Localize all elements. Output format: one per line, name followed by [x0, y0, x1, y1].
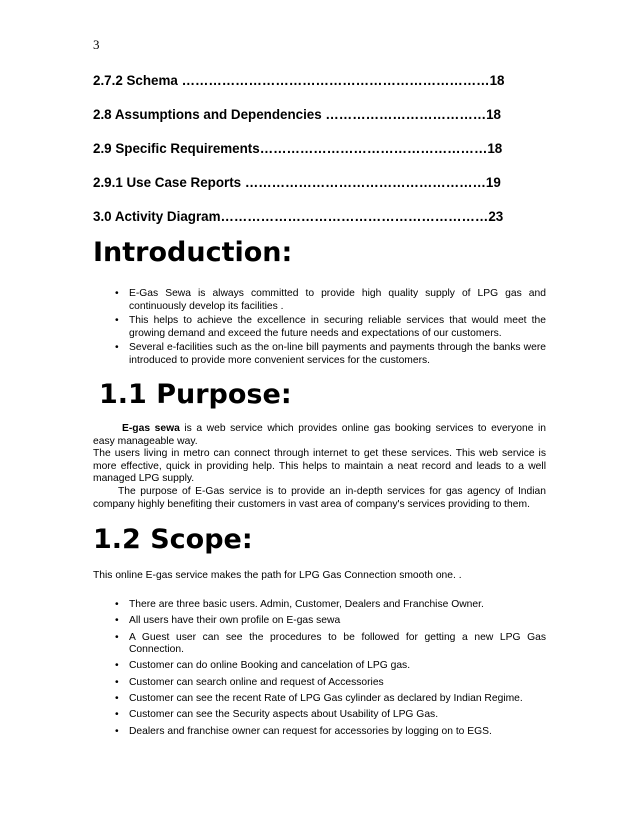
- bullet-icon: •: [115, 676, 119, 688]
- bullet-icon: •: [115, 693, 119, 704]
- list-item: [93, 288, 546, 313]
- list-item: [93, 315, 546, 340]
- toc-entry: 2.7.2 Schema ……………………………………………………………18: [93, 73, 505, 88]
- toc-entry: 2.9.1 Use Case Reports ………………………………………………19: [93, 175, 501, 190]
- list-item: [93, 660, 546, 673]
- list-item: [93, 709, 546, 722]
- list-item-text: Customer can do online Booking and cancelation of LPG gas.: [129, 660, 411, 672]
- toc-entry: 3.0 Activity Diagram……………………………………………………23: [93, 209, 504, 224]
- list-item: [93, 615, 546, 628]
- toc-entry: 2.8 Assumptions and Dependencies ………………………………18: [93, 107, 501, 122]
- bullet-icon: •: [115, 342, 119, 354]
- scope-intro-text: This online E-gas service makes the path for LPG Gas Connection smooth one. .: [93, 570, 462, 581]
- purpose-lead-text: is a web service which provides online gas booking services to everyone in easy manageable way.: [93, 423, 547, 447]
- list-item-text: A Guest user can see the procedures to be followed for getting a new LPG Gas Connection.: [129, 631, 546, 656]
- list-item-text: E-Gas Sewa is always committed to provide high quality supply of LPG gas and continuously develop its facilities .: [129, 288, 546, 312]
- scope-heading: 1.2 Scope:: [93, 524, 253, 555]
- list-item-text: This helps to achieve the excellence in securing reliable services that would meet the growing demand and exceed the future needs and expectations of our customers.: [129, 315, 546, 339]
- introduction-heading: Introduction:: [93, 237, 293, 268]
- list-item-text: All users have their own profile on E-gas sewa: [129, 615, 341, 627]
- table-of-contents: [93, 71, 513, 241]
- bullet-icon: •: [115, 631, 119, 643]
- list-item-text: Customer can see the Security aspects about Usability of LPG Gas.: [129, 709, 439, 721]
- toc-entry: 2.9 Specific Requirements……………………………………………18: [93, 141, 503, 156]
- purpose-paragraph: The users living in metro can connect through internet to get these services. This web service is more effective, quick in providing help. This helps to maintain a neat record and leads to a well managed LPG supply.: [93, 448, 546, 485]
- purpose-paragraph: [93, 486, 546, 511]
- list-item-text: There are three basic users. Admin, Customer, Dealers and Franchise Owner.: [129, 599, 484, 610]
- page-number: 3: [93, 37, 100, 52]
- purpose-section: [93, 423, 546, 511]
- bullet-icon: •: [115, 315, 119, 327]
- product-name: E-gas sewa: [122, 423, 180, 434]
- list-item: [93, 632, 546, 657]
- bullet-icon: •: [115, 709, 119, 721]
- bullet-icon: •: [115, 725, 119, 737]
- introduction-list: [93, 288, 546, 370]
- list-item-text: Customer can search online and request of Accessories: [129, 676, 384, 688]
- scope-list: [93, 599, 546, 742]
- list-item-text: Customer can see the recent Rate of LPG Gas cylinder as declared by Indian Regime.: [129, 693, 523, 704]
- bullet-icon: •: [115, 660, 119, 672]
- list-item-text: Dealers and franchise owner can request for accessories by logging on to EGS.: [129, 725, 492, 737]
- bullet-icon: •: [115, 615, 119, 627]
- list-item: [93, 677, 546, 690]
- purpose-heading: 1.1 Purpose:: [99, 379, 292, 410]
- bullet-icon: •: [115, 288, 119, 299]
- list-item: [93, 342, 546, 367]
- list-item: [93, 693, 546, 706]
- list-item: [93, 599, 546, 612]
- list-item-text: Several e-facilities such as the on-line bill payments and payments through the banks were introduced to provide more convenient services for the customers.: [129, 342, 546, 366]
- purpose-paragraph-text: The purpose of E-Gas service is to provide an in-depth services for gas agency of Indian company highly benefiting their customers in vast area of company's services providing to them.: [93, 485, 546, 510]
- bullet-icon: •: [115, 599, 119, 610]
- purpose-paragraph: [93, 423, 546, 448]
- list-item: [93, 726, 546, 739]
